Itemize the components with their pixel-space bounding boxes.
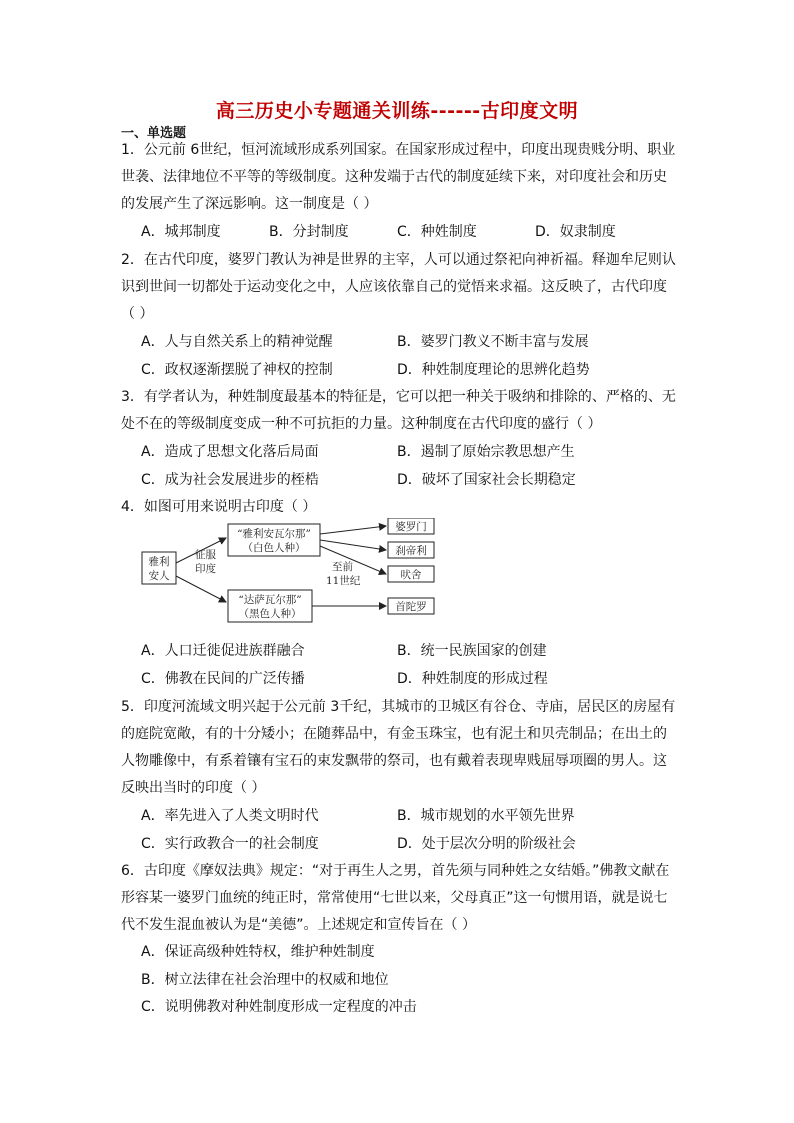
q5-line-3: 人物雕像中，有系着镶有宝石的束发飘带的祭司，也有戴着表现卑贱屈辱项圈的男人。这	[121, 753, 667, 769]
arrow-to-vaishya	[320, 546, 386, 574]
kshatriya-label: 刹帝利	[395, 545, 427, 557]
upper-varna-label-2: （白色人种）	[242, 542, 306, 554]
q1-option-d[interactable]: D．奴隶制度	[535, 224, 616, 240]
conquer-label-2: 印度	[195, 563, 216, 575]
q5-line-4: 反映出当时的印度（ ）	[121, 780, 266, 796]
q4-option-c[interactable]: C．佛教在民间的广泛传播	[141, 671, 305, 687]
q6-line-1: 6．古印度《摩奴法典》规定：“对于再生人之男，首先须与同种姓之女结婚。”佛教文献在	[121, 863, 670, 879]
vaishya-label: 吠舍	[400, 569, 422, 581]
lower-varna-label-1: “达萨瓦尔那”	[238, 594, 302, 606]
arrow-to-lower	[176, 576, 226, 602]
q4-option-b[interactable]: B．统一民族国家的创建	[397, 643, 547, 659]
q6-option-c[interactable]: C．说明佛教对种姓制度形成一定程度的冲击	[141, 999, 417, 1015]
q2-line-1: 2．在古代印度，婆罗门教认为神是世界的主宰，人可以通过祭祀向神祈福。释迦牟尼则认	[121, 252, 676, 268]
q6-line-2: 形容某一婆罗门血统的纯正时，常常使用“七世以来，父母真正”这一句惯用语，就是说七	[121, 890, 668, 906]
q2-option-c[interactable]: C．政权逐渐摆脱了神权的控制	[141, 362, 333, 378]
conquer-label-1: 征服	[195, 549, 216, 561]
q6-option-a[interactable]: A．保证高级种姓特权，维护种姓制度	[141, 944, 375, 960]
q4-option-d[interactable]: D．种姓制度的形成过程	[397, 671, 548, 687]
q3-line-2: 处不在的等级制度变成一种不可抗拒的力量。这种制度在古代印度的盛行（ ）	[121, 416, 602, 432]
q4-line-1: 4．如图可用来说明古印度（ ）	[121, 499, 317, 515]
q2-option-a[interactable]: A．人与自然关系上的精神觉醒	[141, 334, 333, 350]
q6-line-3: 代不发生混血被认为是“美德”。上述规定和宣传旨在（ ）	[121, 917, 476, 933]
q1-option-c[interactable]: C．种姓制度	[397, 224, 477, 240]
upper-varna-label-1: “雅利安瓦尔那”	[237, 528, 311, 540]
q3-option-d[interactable]: D．破坏了国家社会长期稳定	[397, 472, 576, 488]
q5-option-a[interactable]: A．率先进入了人类文明时代	[141, 808, 319, 824]
q4-option-a[interactable]: A．人口迁徙促进族群融合	[141, 643, 305, 659]
page-title: 高三历史小专题通关训练------古印度文明	[215, 100, 579, 122]
caste-formation-diagram	[140, 518, 440, 626]
caste-diagram-svg	[140, 518, 440, 626]
q3-line-1: 3．有学者认为，种姓制度最基本的特征是，它可以把一种关于吸纳和排除的、严格的、无	[121, 389, 676, 405]
q6-option-b[interactable]: B．树立法律在社会治理中的权威和地位	[141, 972, 389, 988]
q1-option-a[interactable]: A．城邦制度	[141, 224, 221, 240]
q1-line-2: 世袭、法律地位不平等的等级制度。这种发端于古代的制度延续下来，对印度社会和历史	[121, 169, 667, 185]
q3-option-b[interactable]: B．遏制了原始宗教思想产生	[397, 444, 575, 460]
q1-option-b[interactable]: B．分封制度	[269, 224, 349, 240]
q1-line-3: 的发展产生了深远影响。这一制度是（ ）	[121, 196, 378, 212]
q3-option-c[interactable]: C．成为社会发展进步的桎梏	[141, 472, 319, 488]
time-label-1: 至前	[332, 561, 353, 573]
q5-option-d[interactable]: D．处于层次分明的阶级社会	[397, 836, 576, 852]
arrow-to-brahmin	[320, 526, 386, 534]
brahmin-label: 婆罗门	[395, 521, 427, 533]
q2-line-3: （ ）	[121, 306, 154, 322]
q2-option-b[interactable]: B．婆罗门教义不断丰富与发展	[397, 334, 589, 350]
q1-line-1: 1．公元前 6世纪，恒河流域形成系列国家。在国家形成过程中，印度出现贵贱分明、职业	[121, 142, 676, 158]
q5-option-c[interactable]: C．实行政教合一的社会制度	[141, 836, 319, 852]
section-heading: 一、单选题	[121, 126, 187, 141]
shudra-label: 首陀罗	[395, 601, 427, 613]
q5-line-1: 5．印度河流域文明兴起于公元前 3千纪，其城市的卫城区有谷仓、寺庙，居民区的房屋有	[121, 699, 676, 715]
aryan-label-2: 安人	[148, 570, 170, 582]
q2-option-d[interactable]: D．种姓制度理论的思辨化趋势	[397, 362, 590, 378]
q3-option-a[interactable]: A．造成了思想文化落后局面	[141, 444, 319, 460]
aryan-label-1: 雅利	[148, 556, 170, 568]
q5-line-2: 的庭院宽敞，有的十分矮小；在随葬品中，有金玉珠宝，也有泥土和贝壳制品；在出土的	[121, 726, 667, 742]
time-label-2: 11世纪	[326, 575, 361, 587]
lower-varna-label-2: （黑色人种）	[238, 608, 302, 620]
arrow-to-kshatriya	[320, 540, 386, 550]
q2-line-2: 识到世间一切都处于运动变化之中，人应该依靠自己的觉悟来求福。这反映了，古代印度	[121, 279, 667, 295]
q5-option-b[interactable]: B．城市规划的水平领先世界	[397, 808, 575, 824]
